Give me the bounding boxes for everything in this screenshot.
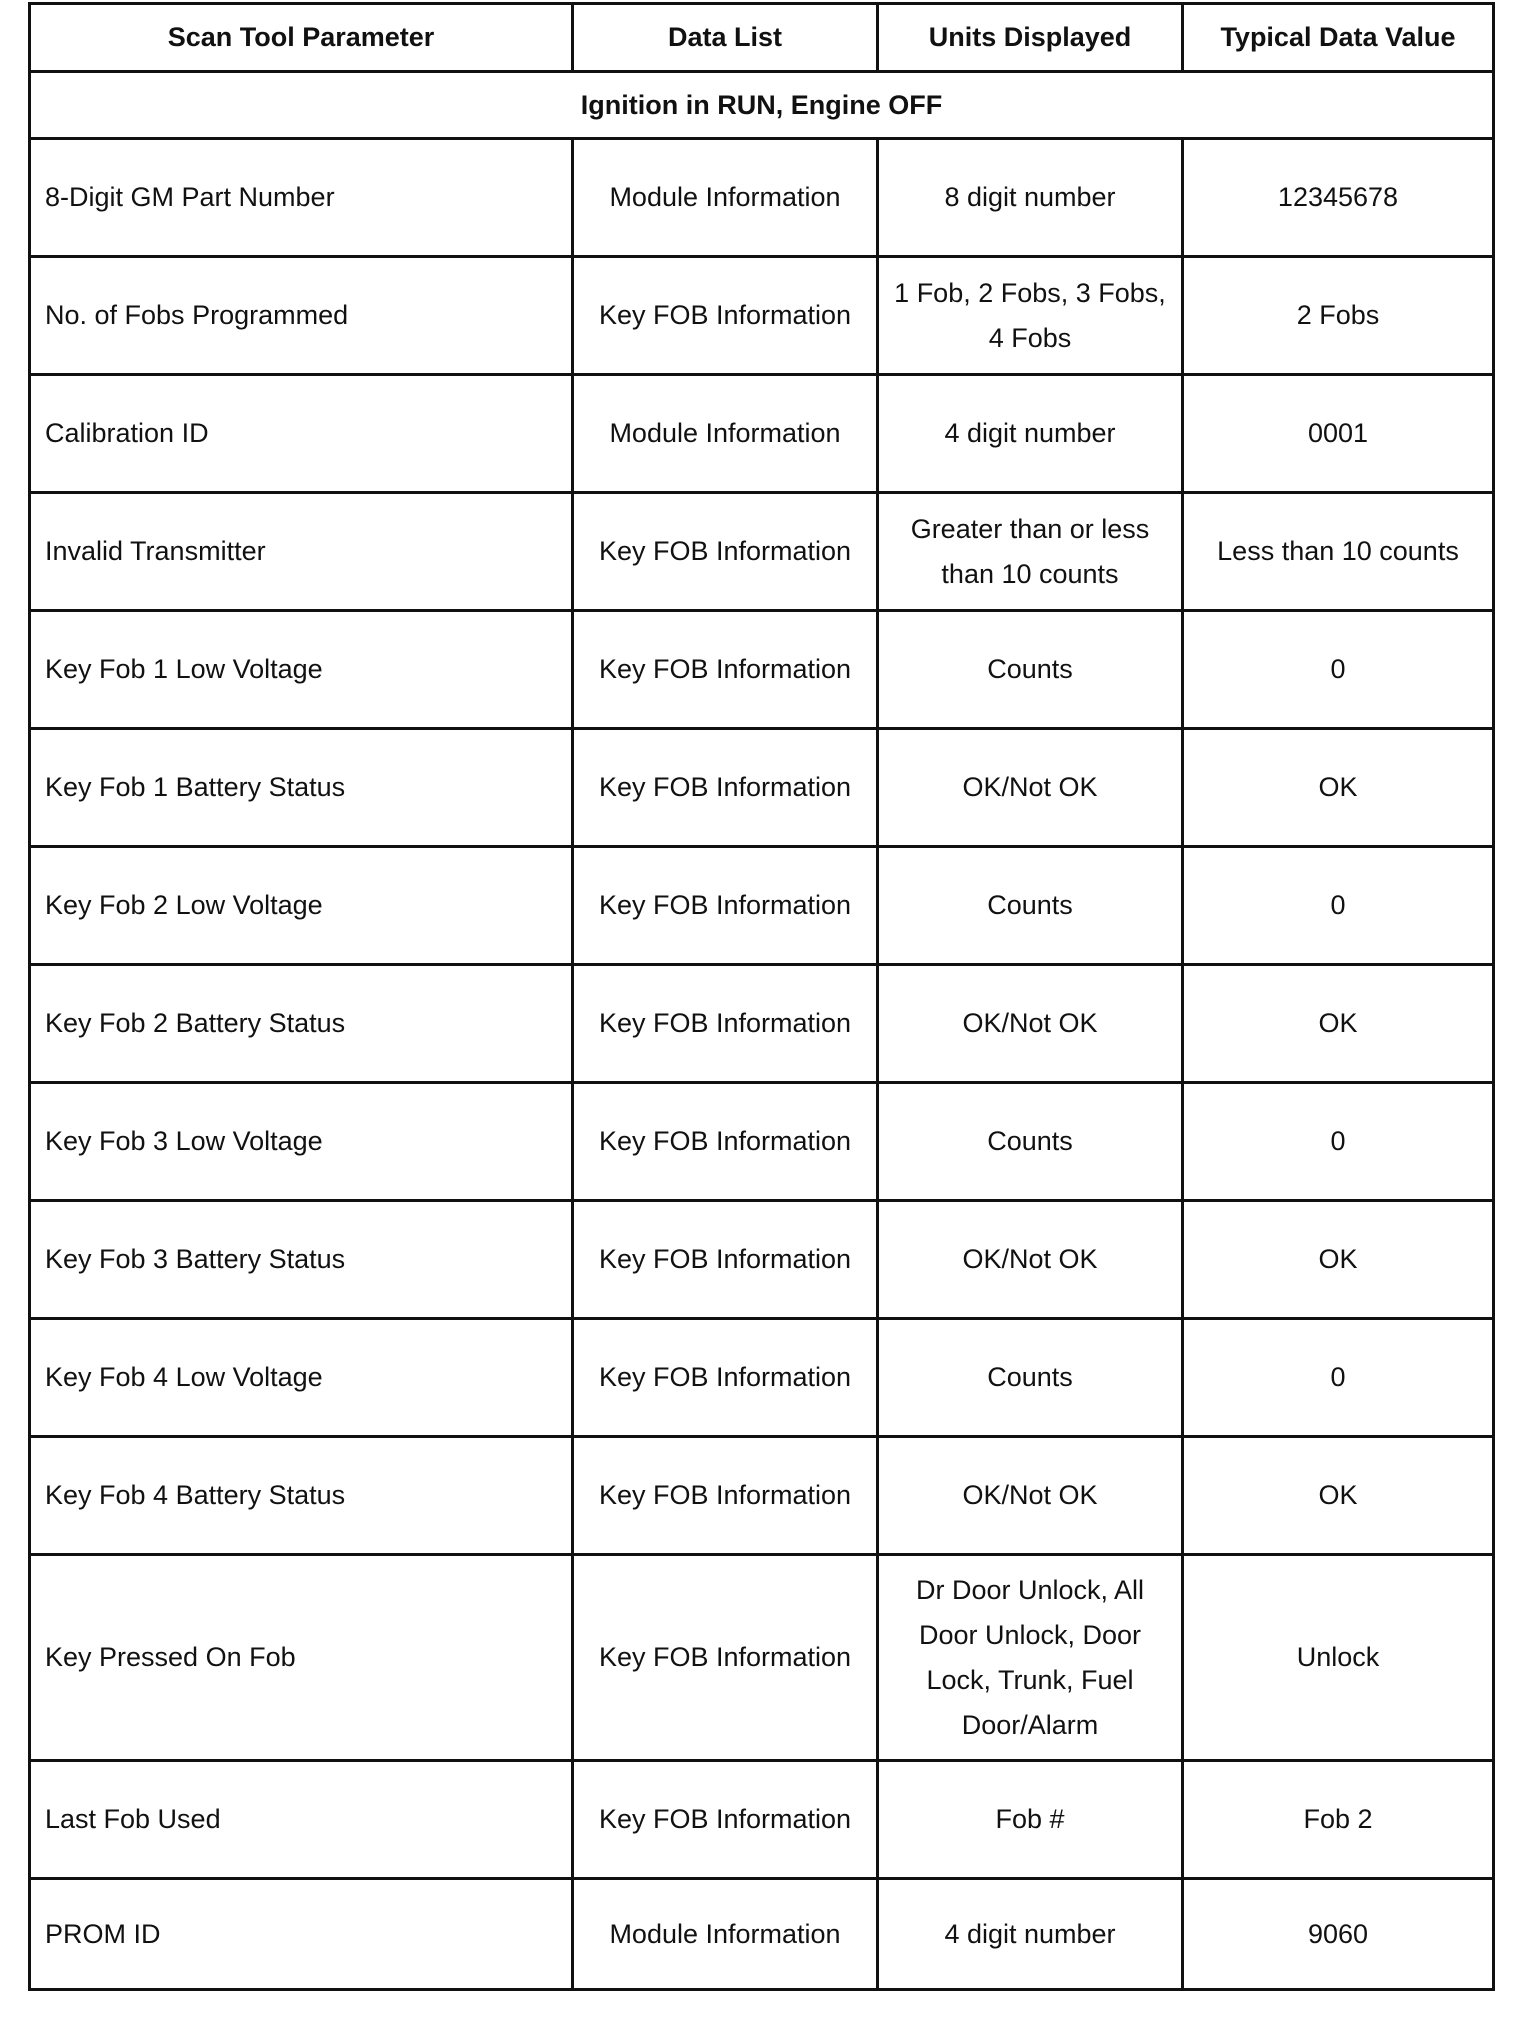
- data-list-cell: Module Information: [573, 375, 878, 493]
- parameter-cell: PROM ID: [30, 1879, 573, 1990]
- typical-value-cell: OK: [1183, 729, 1494, 847]
- typical-value-cell: 9060: [1183, 1879, 1494, 1990]
- data-list-cell: Key FOB Information: [573, 1201, 878, 1319]
- data-list-cell: Key FOB Information: [573, 1083, 878, 1201]
- data-list-cell: Key FOB Information: [573, 847, 878, 965]
- header-scan-tool-parameter: Scan Tool Parameter: [30, 4, 573, 72]
- data-list-cell: Key FOB Information: [573, 1319, 878, 1437]
- parameter-cell: Key Fob 3 Battery Status: [30, 1201, 573, 1319]
- parameter-cell: Key Fob 1 Battery Status: [30, 729, 573, 847]
- parameter-cell: Key Fob 3 Low Voltage: [30, 1083, 573, 1201]
- data-list-cell: Key FOB Information: [573, 729, 878, 847]
- units-cell: OK/Not OK: [878, 729, 1183, 847]
- typical-value-cell: 0: [1183, 1083, 1494, 1201]
- typical-value-cell: 2 Fobs: [1183, 257, 1494, 375]
- data-list-cell: Module Information: [573, 139, 878, 257]
- parameter-cell: Key Fob 4 Battery Status: [30, 1437, 573, 1555]
- typical-value-cell: Unlock: [1183, 1555, 1494, 1761]
- table-row: [30, 139, 1494, 257]
- units-cell: Dr Door Unlock, All Door Unlock, Door Lock, Trunk, Fuel Door/Alarm: [878, 1555, 1183, 1761]
- parameter-cell: Invalid Transmitter: [30, 493, 573, 611]
- section-title: Ignition in RUN, Engine OFF: [30, 72, 1494, 139]
- units-cell: OK/Not OK: [878, 1201, 1183, 1319]
- table-row: [30, 1083, 1494, 1201]
- typical-value-cell: OK: [1183, 965, 1494, 1083]
- units-cell: Counts: [878, 1083, 1183, 1201]
- section-row: [30, 72, 1494, 139]
- data-list-cell: Module Information: [573, 1879, 878, 1990]
- parameter-cell: Key Fob 4 Low Voltage: [30, 1319, 573, 1437]
- table-row: [30, 1319, 1494, 1437]
- typical-value-cell: 0: [1183, 1319, 1494, 1437]
- units-cell: Fob #: [878, 1761, 1183, 1879]
- data-list-cell: Key FOB Information: [573, 257, 878, 375]
- parameter-cell: Key Fob 1 Low Voltage: [30, 611, 573, 729]
- header-data-list: Data List: [573, 4, 878, 72]
- units-cell: 1 Fob, 2 Fobs, 3 Fobs, 4 Fobs: [878, 257, 1183, 375]
- table-row: [30, 1437, 1494, 1555]
- data-list-cell: Key FOB Information: [573, 1437, 878, 1555]
- parameter-cell: 8-Digit GM Part Number: [30, 139, 573, 257]
- table-row: [30, 1555, 1494, 1761]
- table-row: [30, 1879, 1494, 1990]
- units-cell: Greater than or less than 10 counts: [878, 493, 1183, 611]
- typical-value-cell: 0: [1183, 611, 1494, 729]
- units-cell: Counts: [878, 611, 1183, 729]
- table-row: [30, 965, 1494, 1083]
- units-cell: Counts: [878, 1319, 1183, 1437]
- parameter-cell: Key Fob 2 Battery Status: [30, 965, 573, 1083]
- table-row: [30, 257, 1494, 375]
- scan-tool-data-table: [28, 2, 1495, 1991]
- table-row: [30, 729, 1494, 847]
- parameter-cell: Calibration ID: [30, 375, 573, 493]
- table-row: [30, 493, 1494, 611]
- table-row: [30, 1201, 1494, 1319]
- data-list-cell: Key FOB Information: [573, 1555, 878, 1761]
- header-typical-data-value: Typical Data Value: [1183, 4, 1494, 72]
- units-cell: 4 digit number: [878, 1879, 1183, 1990]
- units-cell: OK/Not OK: [878, 965, 1183, 1083]
- typical-value-cell: 12345678: [1183, 139, 1494, 257]
- header-units-displayed: Units Displayed: [878, 4, 1183, 72]
- typical-value-cell: OK: [1183, 1437, 1494, 1555]
- typical-value-cell: 0001: [1183, 375, 1494, 493]
- data-list-cell: Key FOB Information: [573, 611, 878, 729]
- units-cell: Counts: [878, 847, 1183, 965]
- data-list-cell: Key FOB Information: [573, 1761, 878, 1879]
- parameter-cell: Key Fob 2 Low Voltage: [30, 847, 573, 965]
- units-cell: 4 digit number: [878, 375, 1183, 493]
- data-list-cell: Key FOB Information: [573, 965, 878, 1083]
- table-row: [30, 1761, 1494, 1879]
- table-row: [30, 375, 1494, 493]
- typical-value-cell: 0: [1183, 847, 1494, 965]
- table-row: [30, 611, 1494, 729]
- typical-value-cell: Fob 2: [1183, 1761, 1494, 1879]
- data-list-cell: Key FOB Information: [573, 493, 878, 611]
- units-cell: OK/Not OK: [878, 1437, 1183, 1555]
- table-row: [30, 847, 1494, 965]
- table-header-row: [30, 4, 1494, 72]
- parameter-cell: Key Pressed On Fob: [30, 1555, 573, 1761]
- parameter-cell: No. of Fobs Programmed: [30, 257, 573, 375]
- typical-value-cell: Less than 10 counts: [1183, 493, 1494, 611]
- typical-value-cell: OK: [1183, 1201, 1494, 1319]
- units-cell: 8 digit number: [878, 139, 1183, 257]
- parameter-cell: Last Fob Used: [30, 1761, 573, 1879]
